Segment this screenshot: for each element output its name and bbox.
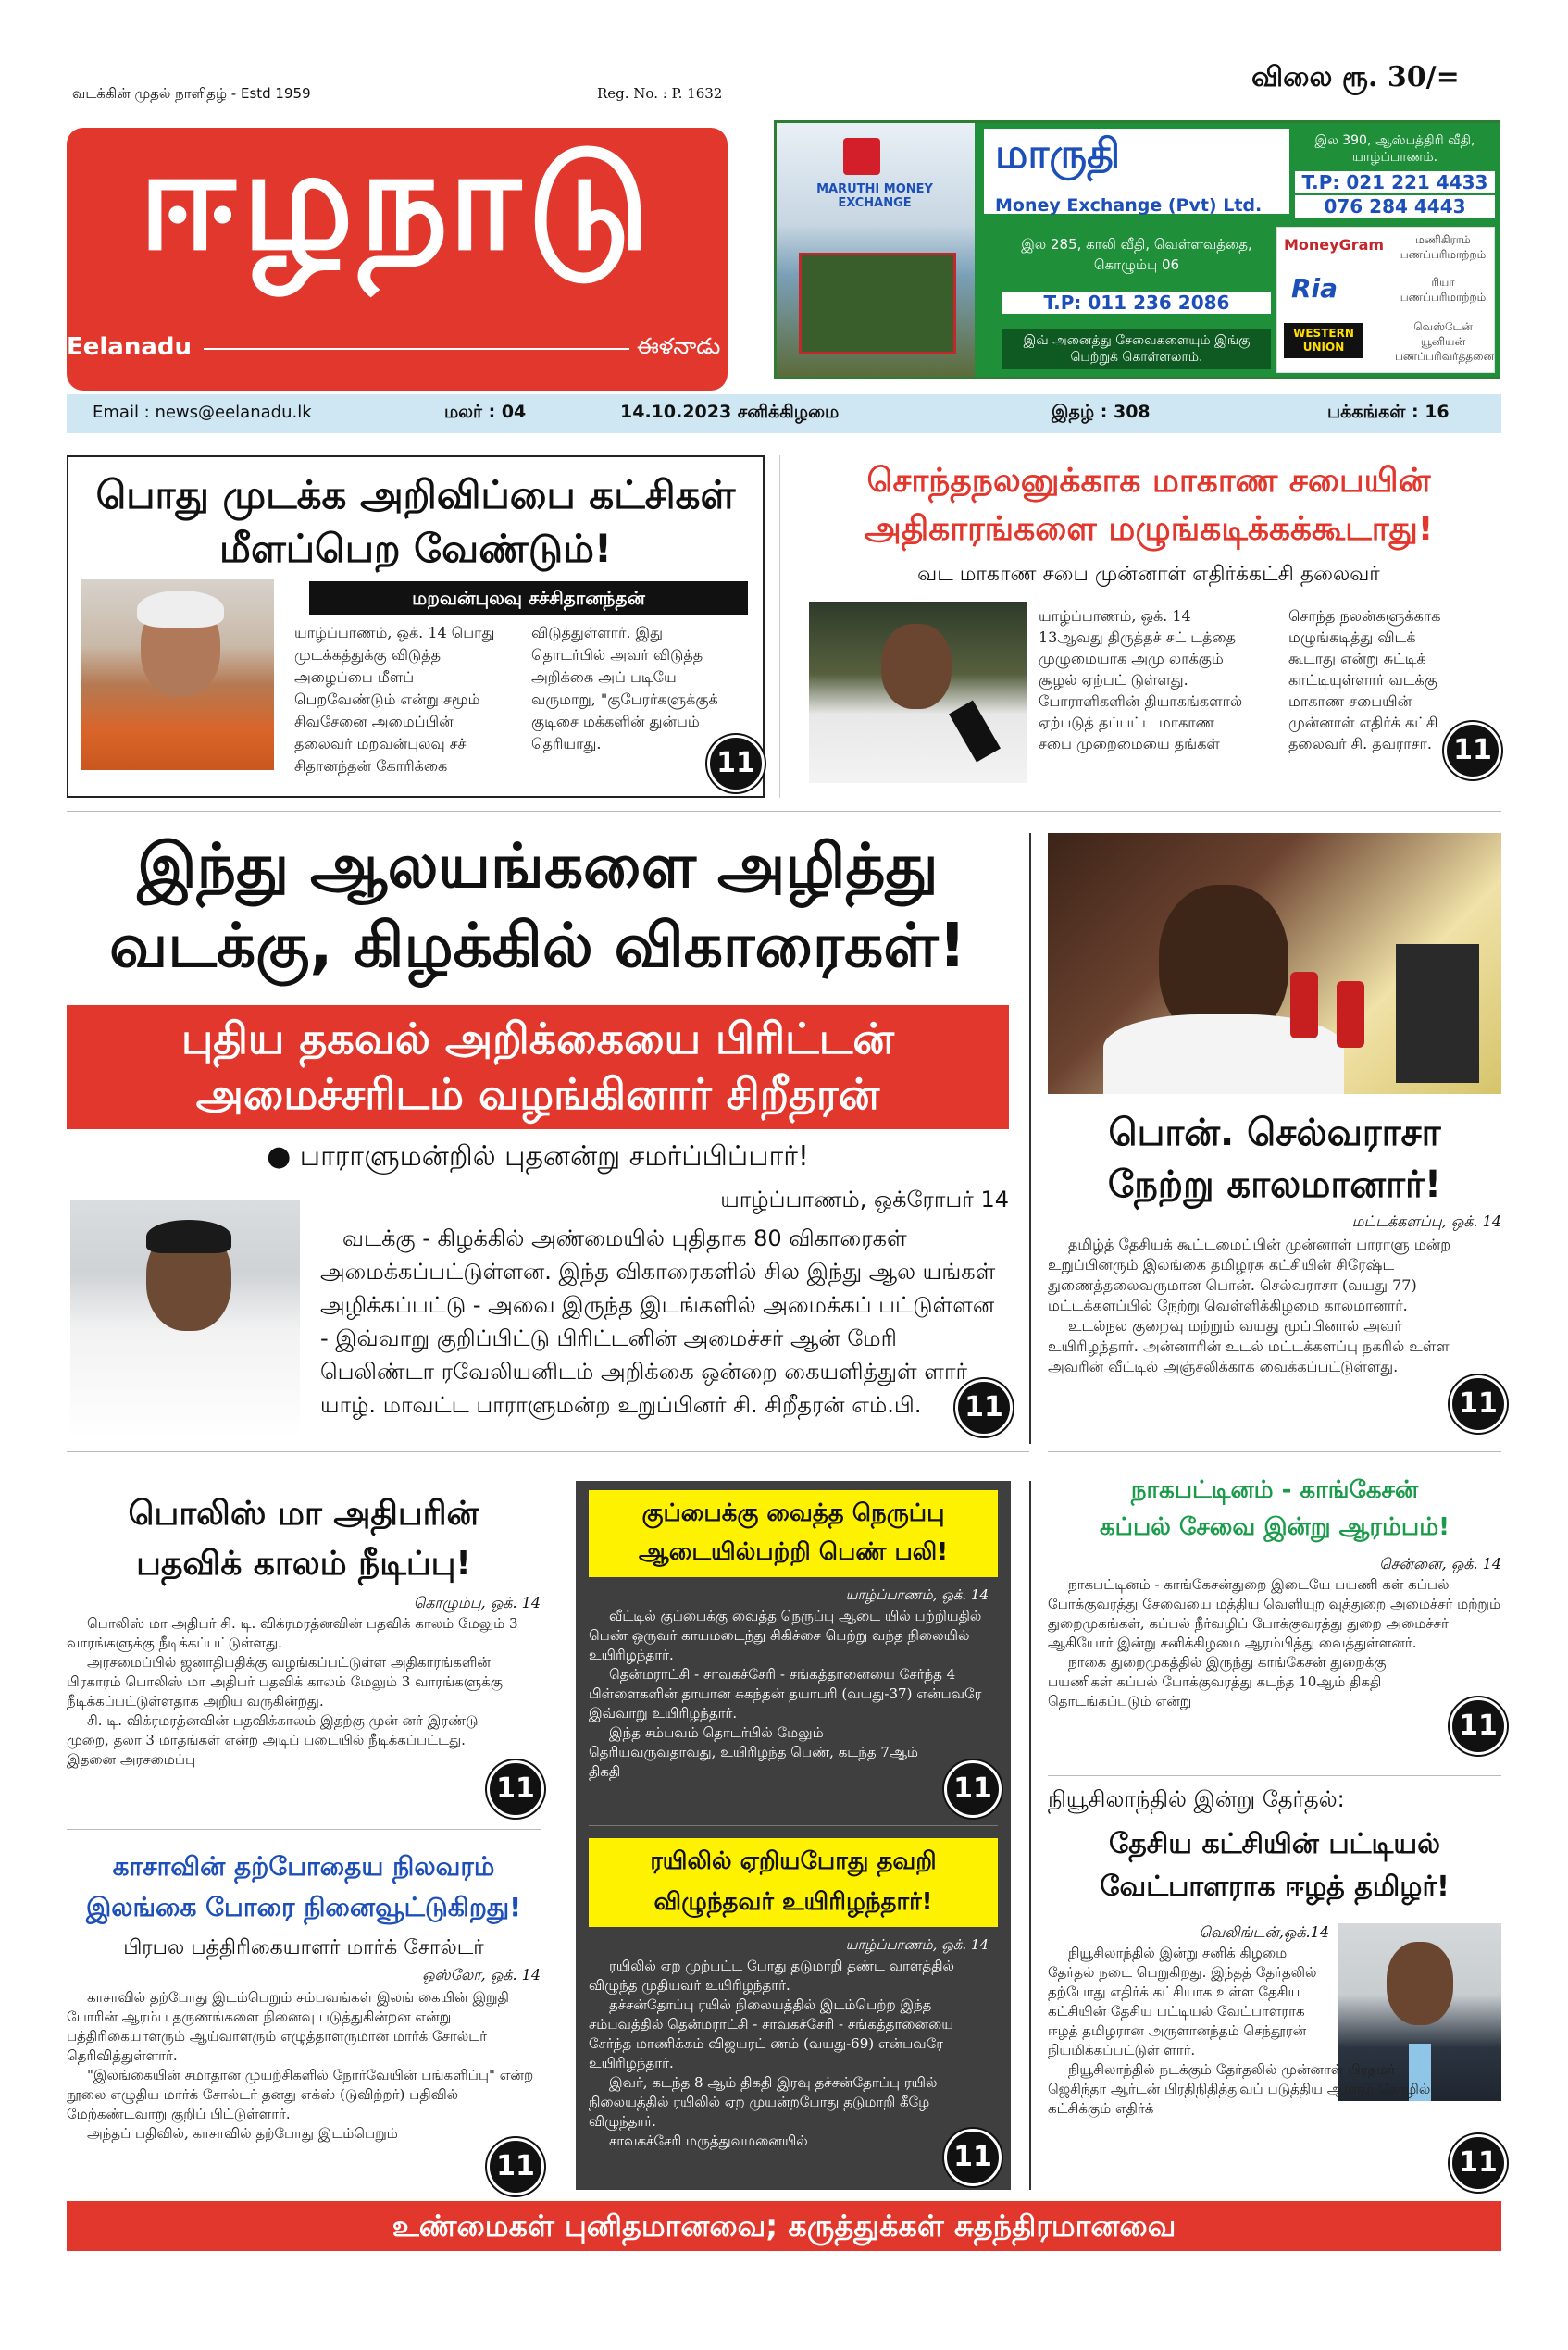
ad-shop-photo xyxy=(777,123,975,377)
gaza-paragraph-1: காசாவில் தற்போது இடம்பெறும் சம்பவங்கள் இலங் கையின் இறுதி போரின் ஆரம்ப தருணங்களை நினைவு படுத்துகின்றன என்று பத்திரிகையாளரும் ஆய்வாளரும் எழுத்தாளருமான மார்க் சோல்டர் தெரிவித்துள்ளார். xyxy=(67,1989,509,2064)
ad-company: Money Exchange (Pvt) Ltd. xyxy=(995,195,1263,216)
price: விலை ரூ. 30/= xyxy=(1251,61,1460,93)
ad-phone-mobile: 076 284 4443 xyxy=(1295,195,1495,218)
story-column-2: விடுத்துள்ளார். இது தொடர்பில் அவர் விடுத்த அறிக்கை அப் படியே வருமாறு, "குபேரர்களுக்குக் குடிசை மக்களின் துன்பம் தெரியாது. xyxy=(531,624,718,752)
page-11-badge[interactable]: 11 xyxy=(1444,722,1501,779)
lead-headline-line-2: வடக்கு, கிழக்கில் விகாரைகள்! xyxy=(109,910,966,981)
western-union-desc: வெஸ்டேன் யூனியன் பணப்பரிவர்த்தனை xyxy=(1395,320,1495,363)
western-union-logo: WESTERN UNION xyxy=(1284,323,1363,358)
issue-date: 14.10.2023 சனிக்கிழமை xyxy=(620,402,840,422)
lead-deck-line-2: அமைச்சரிடம் வழங்கினார் சிறீதரன் xyxy=(195,1069,880,1119)
photo-selvarasa xyxy=(1048,833,1501,1094)
police-paragraph-2: அரசமைப்பில் ஜனாதிபதிக்கு வழங்கப்பட்டுள்ள அதிகாரங்களின் பிரகாரம் பொலிஸ் மா அதிபர் பதவிக் காலம் மேலும் 3 வாரங்களுக்கு நீடிக்கப்பட்டுள்ளதாக அறிய வருகின்றது. xyxy=(67,1654,503,1710)
nz-headline-line-2: வேட்பாளராக ஈழத் தமிழர்! xyxy=(1100,1871,1450,1903)
gaza-headline-line-1: காசாவின் தற்போதைய நிலவரம் xyxy=(112,1851,495,1882)
gaza-dateline: ஒஸ்லோ, ஒக். 14 xyxy=(422,1966,541,1983)
ria-logo: Ria xyxy=(1291,273,1338,304)
police-paragraph-3: சி. டி. விக்ரமரத்னவின் பதவிக்காலம் இதற்கு முன் னர் இரண்டு முறை, தலா 3 மாதங்கள் என்ற அடிப் படையில் நீடிக்கப்பட்டது. இதனை அரசமைப்பு xyxy=(67,1712,479,1768)
page-11-badge[interactable]: 11 xyxy=(955,1379,1013,1436)
registration-number: Reg. No. : P. 1632 xyxy=(597,85,723,102)
ria-desc: ரியா பணப்பரிமாற்றம் xyxy=(1400,276,1487,304)
column-divider xyxy=(779,455,780,798)
column-divider xyxy=(1029,1481,1031,2190)
page-count: பக்கங்கள் : 16 xyxy=(1327,402,1450,422)
provincial-council-headline: சொந்தநலனுக்காக மாகாண சபையின் அதிகாரங்களை மழுங்கடிக்கக்கூடாது! xyxy=(864,462,1434,548)
section-divider xyxy=(67,1451,1029,1452)
moneygram-desc: மணிகிராம் பணப்பரிமாற்றம் xyxy=(1400,233,1487,261)
story-headline: பொது முடக்க அறிவிப்பை கட்சிகள் மீளப்பெற வேண்டும்! xyxy=(95,472,736,571)
provincial-council-subhead: வட மாகாண சபை முன்னாள் எதிர்க்கட்சி தலைவர் xyxy=(917,563,1380,586)
obituary-dateline: மட்டக்களப்பு, ஒக். 14 xyxy=(1351,1212,1501,1230)
ferry-paragraph-2: நாகை துறைமுகத்தில் இருந்து காங்கேசன் துறைக்கு பயணிகள் கப்பல் போக்குவரத்து கடந்த 10ஆம் திகதி தொடங்கப்படும் என்று xyxy=(1048,1654,1387,1710)
story-column-1: யாழ்ப்பாணம், ஒக். 14 பொது முடக்கத்துக்கு விடுத்த அழைப்பை மீளப் பெறவேண்டும் என்று சமூம் சிவசேனை அமைப்பின் தலைவர் மறவன்புலவு சச் சிதானந்தன் கோரிக்கை xyxy=(294,624,495,775)
gaza-paragraph-3: அந்தப் பதிவில், காசாவில் தற்போது இடம்பெறும் xyxy=(87,2125,398,2142)
train-paragraph-1: ரயிலில் ஏற முற்பட்ட போது தடுமாறி தண்ட வாளத்தில் விழுந்த முதியவர் உயிரிழந்தார். xyxy=(589,1958,954,1994)
dark-news-panel xyxy=(576,1481,1011,2190)
police-headline-line-2: பதவிக் காலம் நீடிப்பு! xyxy=(136,1545,471,1583)
page-11-badge[interactable]: 11 xyxy=(487,2138,544,2195)
fire-body xyxy=(589,1607,994,1782)
ad-phone-colombo: T.P: 011 236 2086 xyxy=(1002,292,1271,314)
train-paragraph-2: தச்சன்தோப்பு ரயில் நிலையத்தில் இடம்பெற்ற இந்த சம்பவத்தில் தென்மராட்சி - சாவகச்சேரி - சங்கத்தானையை சேர்ந்த மாணிக்கம் விஜயரட் ணம் (வயது-69) என்பவரே உயிரிழந்தார். xyxy=(589,1996,954,2071)
page-11-badge[interactable]: 11 xyxy=(944,2129,1002,2186)
photo-thavarasa xyxy=(809,602,1027,783)
nz-paragraph-1: நியூசிலாந்தில் இன்று சனிக் கிழமை தேர்தல் நடை பெறுகிறது. இந்தத் தேர்தலில் தற்போது எதிர்க் கட்சியாக உள்ள தேசிய கட்சியின் தேசிய பட்டியல் வேட்பாளராக ஈழத் தமிழரான அருளானந்தம் செந்தூரன் நியமிக்கப்பட்டுள் ளார். xyxy=(1048,1945,1317,2058)
ad-brand: மாருதி xyxy=(995,131,1121,178)
column-divider xyxy=(1029,833,1031,1444)
lead-dateline: யாழ்ப்பாணம், ஒக்ரோபர் 14 xyxy=(720,1187,1009,1212)
footer-motto: உண்மைகள் புனிதமானவை; கருத்துக்கள் சுதந்திரமானவை xyxy=(67,2201,1501,2251)
train-paragraph-3: இவர், கடந்த 8 ஆம் திகதி இரவு தச்சன்தோப்பு ரயில் நிலையத்தில் ரயிலில் ஏற முயன்றபோது தடுமாறி கீழே விழுந்தார். xyxy=(589,2074,938,2130)
gaza-body xyxy=(67,1988,541,2144)
logo xyxy=(67,120,728,391)
provincial-council-column-1: யாழ்ப்பாணம், ஒக். 14 13ஆவது திருத்தச் சட் டத்தை முழுமையாக அமு லாக்கும் சூழல் ஏற்பட் டுள்ளது. போராளிகளின் தியாகங்களால் ஏற்படுத் தப்பட்ட மாகாண சபை முறைமையை தங்கள் xyxy=(1039,607,1243,752)
nz-headline-line-1: தேசிய கட்சியின் பட்டியல் xyxy=(1108,1828,1441,1860)
photo-sachithananthan xyxy=(81,579,274,770)
ad-address-jaffna: இல 390, ஆஸ்பத்திரி வீதி, யாழ்ப்பாணம். xyxy=(1314,133,1475,165)
logo-divider xyxy=(204,348,629,350)
fire-headline-line-2: ஆடையில்பற்றி பெண் பலி! xyxy=(638,1538,949,1566)
lead-bullet: ● பாராளுமன்றில் புதனன்று சமர்ப்பிப்பார்! xyxy=(267,1140,809,1173)
page-11-badge[interactable]: 11 xyxy=(487,1760,544,1818)
gaza-subhead: பிரபல பத்திரிகையாளர் மார்க் சோல்டர் xyxy=(123,1936,484,1959)
logo-english: Eelanadu xyxy=(67,333,193,361)
train-dateline: யாழ்ப்பாணம், ஒக். 14 xyxy=(845,1936,989,1953)
panel-divider xyxy=(589,1825,998,1826)
section-divider xyxy=(1048,1451,1501,1452)
ad-storefront xyxy=(799,253,956,354)
lead-deck-line-1: புதிய தகவல் அறிக்கையை பிரிட்டன் xyxy=(181,1013,894,1063)
train-headline-box xyxy=(589,1838,998,1927)
tagline: வடக்கின் முதல் நாளிதழ் - Estd 1959 xyxy=(72,85,311,102)
ferry-paragraph-1: நாகபட்டினம் - காங்கேசன்துறை இடையே பயணி கள் கப்பல் போக்குவரத்து சேவையை மத்திய வெளியுற வுத்துறை அமைச்சர் மற்றும் துறைமுகங்கள், கப்பல் நீர்வழிப் போக்குவரத்து துறை அமைச்சர் ஆகியோர் இன்று சனிக்கிழமை ஆரம்பித்து வைத்துள்ளனர். xyxy=(1048,1576,1501,1651)
section-divider xyxy=(1048,1775,1501,1776)
page-11-badge[interactable]: 11 xyxy=(707,735,765,792)
page-11-badge[interactable]: 11 xyxy=(944,1760,1002,1818)
volume-number: மலர் : 04 xyxy=(444,402,527,422)
police-body xyxy=(67,1614,541,1770)
fire-headline-box xyxy=(589,1490,998,1577)
photo-sritharan xyxy=(70,1200,300,1438)
nz-body xyxy=(1048,1944,1501,2119)
ferry-body xyxy=(1048,1575,1501,1711)
section-divider xyxy=(67,1829,541,1830)
obituary-paragraph-1: தமிழ்த் தேசியக் கூட்டமைப்பின் முன்னாள் பாராளு மன்ற உறுப்பினரும் இலங்கை தமிழரசு கட்சியின் சிரேஷ்ட துணைத்தலைவருமான பொன். செல்வராசா (வயது 77) மட்டக்களப்பில் நேற்று வெள்ளிக்கிழமை காலமானார். xyxy=(1048,1236,1451,1314)
obituary-paragraph-2: உடல்நல குறைவு மற்றும் வயது மூப்பினால் அவர் உயிரிழந்தார். அன்னாரின் உடல் மட்டக்களப்பு நகரில் உள்ள அவரின் வீட்டில் அஞ்சலிக்காக வைக்கப்பட்டுள்ளது. xyxy=(1048,1317,1450,1375)
advertisement[interactable] xyxy=(774,120,1500,379)
nz-kicker: நியூசிலாந்தில் இன்று தேர்தல்: xyxy=(1048,1786,1345,1812)
train-headline-line-2: விழுந்தவர் உயிரிழந்தார்! xyxy=(653,1888,933,1916)
train-headline-line-1: ரயிலில் ஏறியபோது தவறி xyxy=(650,1847,937,1875)
ferry-dateline: சென்னை, ஒக். 14 xyxy=(1379,1555,1501,1573)
gaza-headline-line-2: இலங்கை போரை நினைவூட்டுகிறது! xyxy=(86,1892,521,1922)
ad-shop-sign: MARUTHI MONEY EXCHANGE xyxy=(816,182,933,210)
maruthi-m-logo xyxy=(843,138,880,175)
story-byline: மறவன்புலவு சச்சிதானந்தன் xyxy=(309,581,748,615)
section-divider xyxy=(67,811,1501,812)
logo-title: ஈழநாடு xyxy=(138,120,656,281)
fire-dateline: யாழ்ப்பாணம், ஒக். 14 xyxy=(845,1586,989,1603)
ad-services-note: இவ் அனைத்து சேவைகளையும் இங்கு பெற்றுக் கொள்ளலாம். xyxy=(1002,329,1271,369)
story-general-strike xyxy=(67,455,765,798)
ad-phone-jaffna: T.P: 021 221 4433 xyxy=(1295,171,1495,193)
gaza-paragraph-2: "இலங்கையின் சமாதான முயற்சிகளில் நோர்வேயின் பங்களிப்பு" என்ற நூலை எழுதிய மார்க் சோல்டர் தனது எக்ஸ் (டுவிற்றர்) பதிவில் மேற்கண்டவாறு குறிப் பிட்டுள்ளார். xyxy=(67,2067,534,2122)
nz-paragraph-2: நியூசிலாந்தில் நடக்கும் தேர்தலில் முன்னாள் பிரதமர் ஜெசிந்தா ஆர்டன் பிரதிநிதித்துவப் படுத்திய ஆளும் தொழில் கட்சிக்கும் எதிர்க் xyxy=(1048,2061,1431,2117)
provincial-council-column-2: சொந்த நலன்களுக்காக மழுங்கடித்து விடக் கூடாது என்று சுட்டிக் காட்டியுள்ளார் வடக்கு மாகாண சபையின் முன்னாள் எதிர்க் கட்சி தலைவர் சி. தவராசா. xyxy=(1288,607,1441,752)
fire-paragraph-3: இந்த சம்பவம் தொடர்பில் மேலும் தெரியவருவதாவது, உயிரிழந்த பெண், கடந்த 7ஆம் திகதி xyxy=(589,1724,918,1780)
page-11-badge[interactable]: 11 xyxy=(1450,1375,1507,1433)
police-paragraph-1: பொலிஸ் மா அதிபர் சி. டி. விக்ரமரத்னவின் பதவிக் காலம் மேலும் 3 வாரங்களுக்கு நீடிக்கப்பட்டுள்ளது. xyxy=(67,1615,518,1651)
lead-headline-line-1: இந்து ஆலயங்களை அழித்து xyxy=(137,830,939,901)
police-dateline: கொழும்பு, ஒக். 14 xyxy=(413,1594,541,1611)
moneygram-logo: MoneyGram xyxy=(1284,236,1385,254)
page-11-badge[interactable]: 11 xyxy=(1450,2134,1507,2192)
lead-deck xyxy=(67,1005,1009,1129)
police-headline-line-1: பொலிஸ் மா அதிபரின் xyxy=(128,1495,479,1533)
ferry-headline-line-1: நாகபட்டினம் - காங்கேசன் xyxy=(1130,1476,1419,1504)
train-paragraph-4: சாவகச்சேரி மருத்துவமனையில் xyxy=(609,2132,808,2149)
obituary-headline-line-2: நேற்று காலமானார்! xyxy=(1107,1163,1442,1206)
ferry-headline-line-2: கப்பல் சேவை இன்று ஆரம்பம்! xyxy=(1099,1513,1450,1541)
issue-number: இதழ் : 308 xyxy=(1052,402,1151,422)
obituary-headline-line-1: பொன். செல்வராசா xyxy=(1108,1112,1441,1154)
nz-dateline: வெலிங்டன்,ஒக்.14 xyxy=(1199,1923,1329,1941)
fire-paragraph-2: தென்மராட்சி - சாவகச்சேரி - சங்கத்தானையை சேர்ந்த 4 பிள்ளைகளின் தாயான சுகந்தன் தயாபரி (வயது-37) என்பவரே இவ்வாறு உயிரிழந்தார். xyxy=(589,1666,982,1722)
train-body xyxy=(589,1957,994,2151)
fire-headline-line-1: குப்பைக்கு வைத்த நெருப்பு xyxy=(641,1499,945,1527)
ad-address-colombo: இல 285, காலி வீதி, வெள்ளவத்தை, கொழும்பு 06 xyxy=(1021,236,1252,273)
fire-paragraph-1: வீட்டில் குப்பைக்கு வைத்த நெருப்பு ஆடை யில் பற்றியதில் பெண் ஒருவர் காயமடைந்து சிகிச்சை பெற்று வந்த நிலையில் உயிரிழந்தார். xyxy=(589,1608,982,1663)
page-11-badge[interactable]: 11 xyxy=(1450,1697,1507,1755)
lead-body: வடக்கு - கிழக்கில் அண்மையில் புதிதாக 80 விகாரைகள் அமைக்கப்பட்டுள்ளன. இந்த விகாரைகளில் சில இந்து ஆல யங்கள் அழிக்கப்பட்டு - அவை இருந்த இடங்களில் அமைக்கப் பட்டுள்ளன - இவ்வாறு குறிப்பிட்டு பிரிட்டனின் அமைச்சர் ஆன் மேரி பெலிண்டா ரவேலியனிடம் அறிக்கை ஒன்றை கையளித்துள் ளார் யாழ். மாவட்ட பாராளுமன்ற உறுப்பினர் சி. சிறீதரன் எம்.பி. xyxy=(320,1225,996,1418)
logo-telugu: ఈళనాడు xyxy=(637,333,721,359)
obituary-body xyxy=(1048,1235,1488,1377)
email[interactable]: Email : news@eelanadu.lk xyxy=(93,403,312,422)
issue-info-bar xyxy=(67,394,1501,433)
